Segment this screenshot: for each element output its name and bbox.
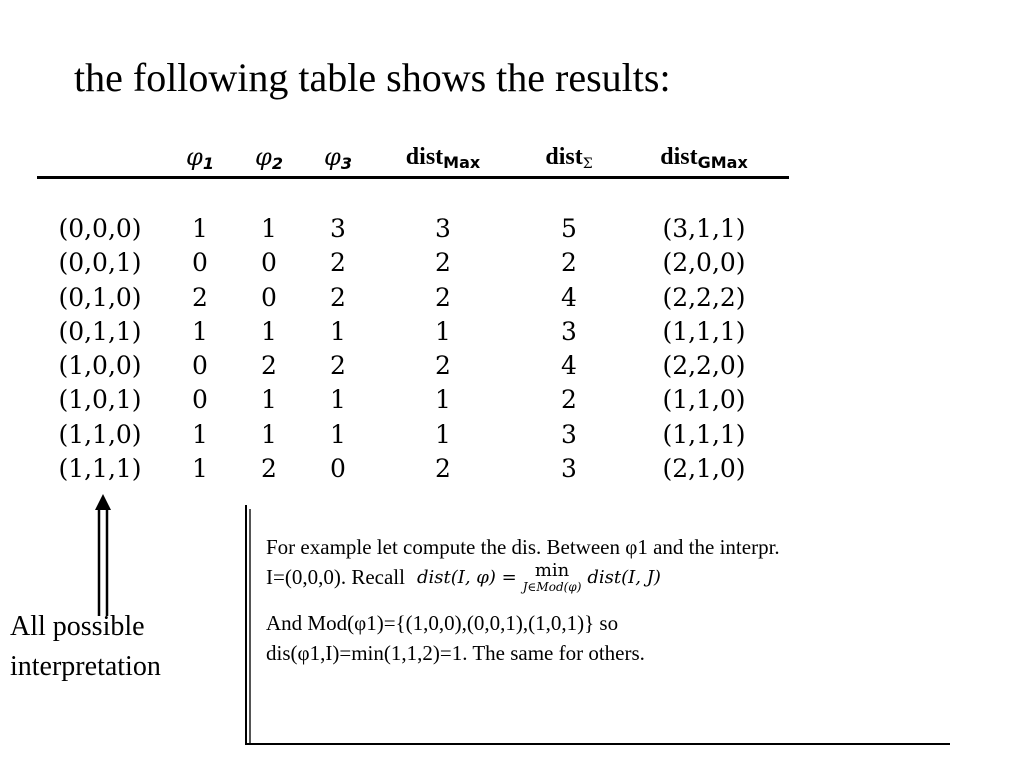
cell-phi3: 2 bbox=[330, 351, 346, 381]
cell-dist-sum: 4 bbox=[561, 351, 577, 381]
table-row bbox=[37, 351, 789, 385]
table-header bbox=[37, 140, 789, 178]
header-dist-sum: distΣ bbox=[545, 144, 593, 172]
cell-phi2: 1 bbox=[261, 419, 277, 449]
cell-dist-gmax: (2,2,2) bbox=[662, 282, 746, 312]
table-row bbox=[37, 214, 789, 248]
header-phi1: φ1 bbox=[186, 143, 214, 173]
cell-interpretation: (0,0,0) bbox=[58, 214, 142, 243]
cell-dist-max: 1 bbox=[435, 316, 451, 346]
cell-phi3: 3 bbox=[330, 214, 346, 243]
cell-phi2: 2 bbox=[261, 454, 277, 484]
cell-interpretation: (0,1,0) bbox=[58, 282, 142, 312]
table-row bbox=[37, 420, 789, 454]
cell-phi2: 1 bbox=[261, 385, 277, 415]
cell-dist-gmax: (2,1,0) bbox=[662, 454, 746, 484]
cell-phi3: 1 bbox=[330, 316, 346, 346]
example-line-2 bbox=[266, 562, 1006, 595]
cell-dist-gmax: (2,2,0) bbox=[662, 351, 746, 381]
cell-dist-sum: 3 bbox=[561, 454, 577, 484]
table-row bbox=[37, 385, 789, 419]
cell-interpretation: (0,1,1) bbox=[58, 316, 142, 346]
cell-dist-sum: 3 bbox=[561, 419, 577, 449]
interpretation-label bbox=[10, 607, 220, 687]
cell-dist-max: 2 bbox=[435, 351, 451, 381]
cell-phi1: 2 bbox=[192, 282, 208, 312]
cell-phi1: 1 bbox=[192, 419, 208, 449]
table-row bbox=[37, 248, 789, 282]
label-line-2: interpretation bbox=[10, 651, 161, 682]
distance-formula bbox=[416, 560, 661, 595]
cell-interpretation: (1,0,0) bbox=[58, 351, 142, 381]
cell-phi3: 2 bbox=[330, 282, 346, 312]
formula-rhs: dist(I, J) bbox=[587, 567, 661, 589]
label-line-1: All possible bbox=[10, 611, 145, 642]
slide-title: the following table shows the results: bbox=[74, 55, 671, 100]
cell-dist-max: 2 bbox=[435, 454, 451, 484]
cell-dist-gmax: (1,1,1) bbox=[662, 316, 746, 346]
cell-phi1: 0 bbox=[192, 385, 208, 415]
cell-dist-sum: 2 bbox=[561, 385, 577, 415]
cell-phi1: 1 bbox=[192, 454, 208, 484]
cell-dist-sum: 5 bbox=[561, 214, 577, 243]
example-line-3: And Mod(φ1)={(1,0,0),(0,0,1),(1,0,1)} so bbox=[266, 611, 619, 636]
cell-dist-sum: 4 bbox=[561, 282, 577, 312]
results-table bbox=[37, 140, 789, 484]
cell-phi3: 2 bbox=[330, 248, 346, 278]
formula-min: min J∈Mod(φ) bbox=[522, 560, 582, 595]
cell-phi2: 1 bbox=[261, 316, 277, 346]
cell-phi3: 1 bbox=[330, 419, 346, 449]
cell-dist-sum: 2 bbox=[561, 248, 577, 278]
header-dist-max: distMax bbox=[405, 144, 481, 172]
cell-phi3: 0 bbox=[330, 454, 346, 484]
cell-dist-max: 2 bbox=[435, 282, 451, 312]
header-phi3: φ3 bbox=[324, 143, 352, 173]
cell-phi1: 0 bbox=[192, 351, 208, 381]
up-arrow-icon bbox=[86, 494, 120, 616]
header-phi2: φ2 bbox=[255, 143, 283, 173]
cell-dist-max: 1 bbox=[435, 385, 451, 415]
cell-dist-gmax: (1,1,0) bbox=[662, 385, 746, 415]
cell-phi1: 1 bbox=[192, 214, 208, 243]
table-body bbox=[37, 214, 789, 488]
cell-dist-max: 2 bbox=[435, 248, 451, 278]
cell-dist-max: 3 bbox=[435, 214, 451, 243]
table-row bbox=[37, 454, 789, 488]
cell-phi2: 2 bbox=[261, 351, 277, 381]
recall-text: I=(0,0,0). Recall bbox=[266, 565, 405, 589]
example-line-4: dis(φ1,I)=min(1,1,2)=1. The same for others. bbox=[266, 641, 645, 666]
example-text bbox=[266, 532, 1006, 668]
cell-phi2: 0 bbox=[261, 248, 277, 278]
cell-phi3: 1 bbox=[330, 385, 346, 415]
cell-phi1: 1 bbox=[192, 316, 208, 346]
cell-dist-sum: 3 bbox=[561, 316, 577, 346]
formula-lhs: dist(I, φ) = bbox=[416, 567, 517, 589]
header-rule bbox=[37, 176, 789, 179]
table-row bbox=[37, 317, 789, 351]
cell-dist-gmax: (3,1,1) bbox=[662, 214, 746, 243]
cell-phi2: 0 bbox=[261, 282, 277, 312]
cell-interpretation: (1,1,0) bbox=[58, 419, 142, 449]
example-line-1: For example let compute the dis. Between φ1 and the interpr. bbox=[266, 535, 780, 559]
cell-phi2: 1 bbox=[261, 214, 277, 243]
cell-dist-gmax: (2,0,0) bbox=[662, 248, 746, 278]
cell-interpretation: (1,0,1) bbox=[58, 385, 142, 415]
header-dist-gmax: distGMax bbox=[660, 144, 748, 172]
table-row bbox=[37, 283, 789, 317]
cell-dist-gmax: (1,1,1) bbox=[662, 419, 746, 449]
cell-interpretation: (1,1,1) bbox=[58, 454, 142, 484]
cell-dist-max: 1 bbox=[435, 419, 451, 449]
cell-phi1: 0 bbox=[192, 248, 208, 278]
cell-interpretation: (0,0,1) bbox=[58, 248, 142, 278]
